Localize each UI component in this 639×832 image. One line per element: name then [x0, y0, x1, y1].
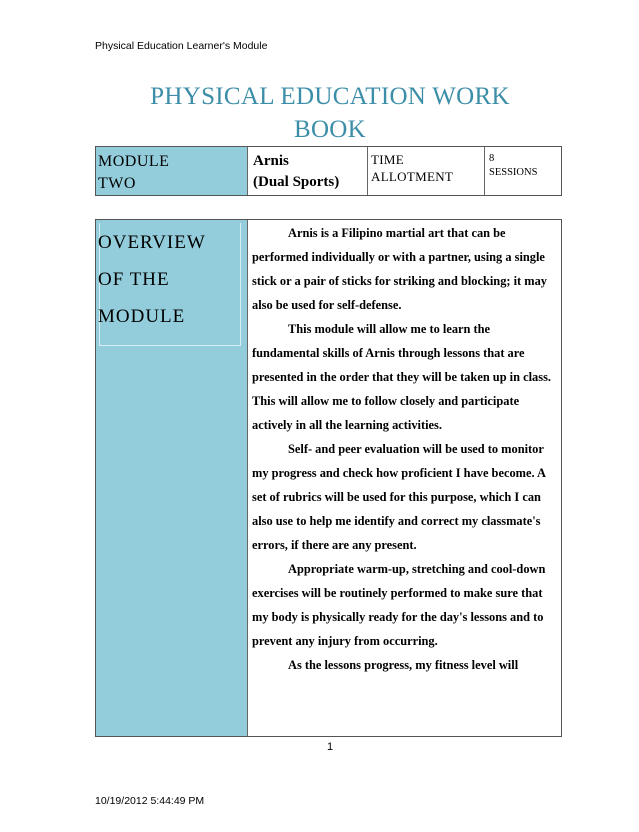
paragraph-text: Arnis is a Filipino martial art that can be performed individually or with a partner, using a single stick or a pair of sticks for striking and blocking; it may also be used for self-defense.	[252, 226, 547, 312]
overview-paragraph	[252, 317, 557, 437]
page-header: Physical Education Learner's Module	[95, 40, 268, 52]
page-title	[95, 80, 565, 146]
overview-table	[95, 219, 562, 737]
module-info-table	[95, 146, 562, 196]
page-number: 1	[327, 741, 334, 753]
module-topic: Arnis	[253, 153, 289, 169]
paragraph-text: This module will allow me to learn the fundamental skills of Arnis through lessons that are presented in the order that they will be taken up in class. This will allow me to follow closely and participate actively in all the learning activities.	[252, 322, 551, 432]
overview-heading-line-1: OVERVIEW	[98, 232, 206, 253]
title-line-2: BOOK	[293, 116, 367, 143]
footer-timestamp: 10/19/2012 5:44:49 PM	[95, 795, 205, 807]
overview-heading	[98, 224, 206, 335]
overview-paragraph	[252, 653, 557, 677]
module-number-cell	[96, 147, 248, 195]
module-topic-category: (Dual Sports)	[253, 174, 340, 190]
overview-body	[248, 220, 561, 736]
module-label: MODULE	[98, 153, 170, 170]
paragraph-text: Appropriate warm-up, stretching and cool-down exercises will be routinely performed to make sure that my body is physically ready for the day's lessons and to prevent any injury from occurring.	[252, 562, 546, 648]
sessions-value: 8	[489, 153, 495, 164]
module-number: TWO	[98, 175, 136, 192]
paragraph-text: Self- and peer evaluation will be used to monitor my progress and check how proficient I have become. A set of rubrics will be used for this purpose, which I can also use to help me identify and correct my classmate's errors, if there are any present.	[252, 442, 546, 552]
sessions-label: SESSIONS	[489, 167, 538, 178]
overview-paragraph	[252, 221, 557, 317]
module-topic-cell	[248, 147, 368, 195]
allotment-label: ALLOTMENT	[371, 169, 454, 184]
overview-paragraph	[252, 557, 557, 653]
overview-heading-line-3: MODULE	[98, 306, 186, 327]
time-label: TIME	[371, 152, 404, 167]
overview-paragraph	[252, 437, 557, 557]
title-line-1: PHYSICAL EDUCATION WORK	[150, 83, 510, 110]
overview-heading-line-2: OF THE	[98, 269, 170, 290]
sessions-cell	[485, 147, 561, 195]
paragraph-text: As the lessons progress, my fitness level will	[288, 658, 519, 672]
overview-heading-cell	[96, 220, 248, 736]
time-allotment-cell	[368, 147, 485, 195]
